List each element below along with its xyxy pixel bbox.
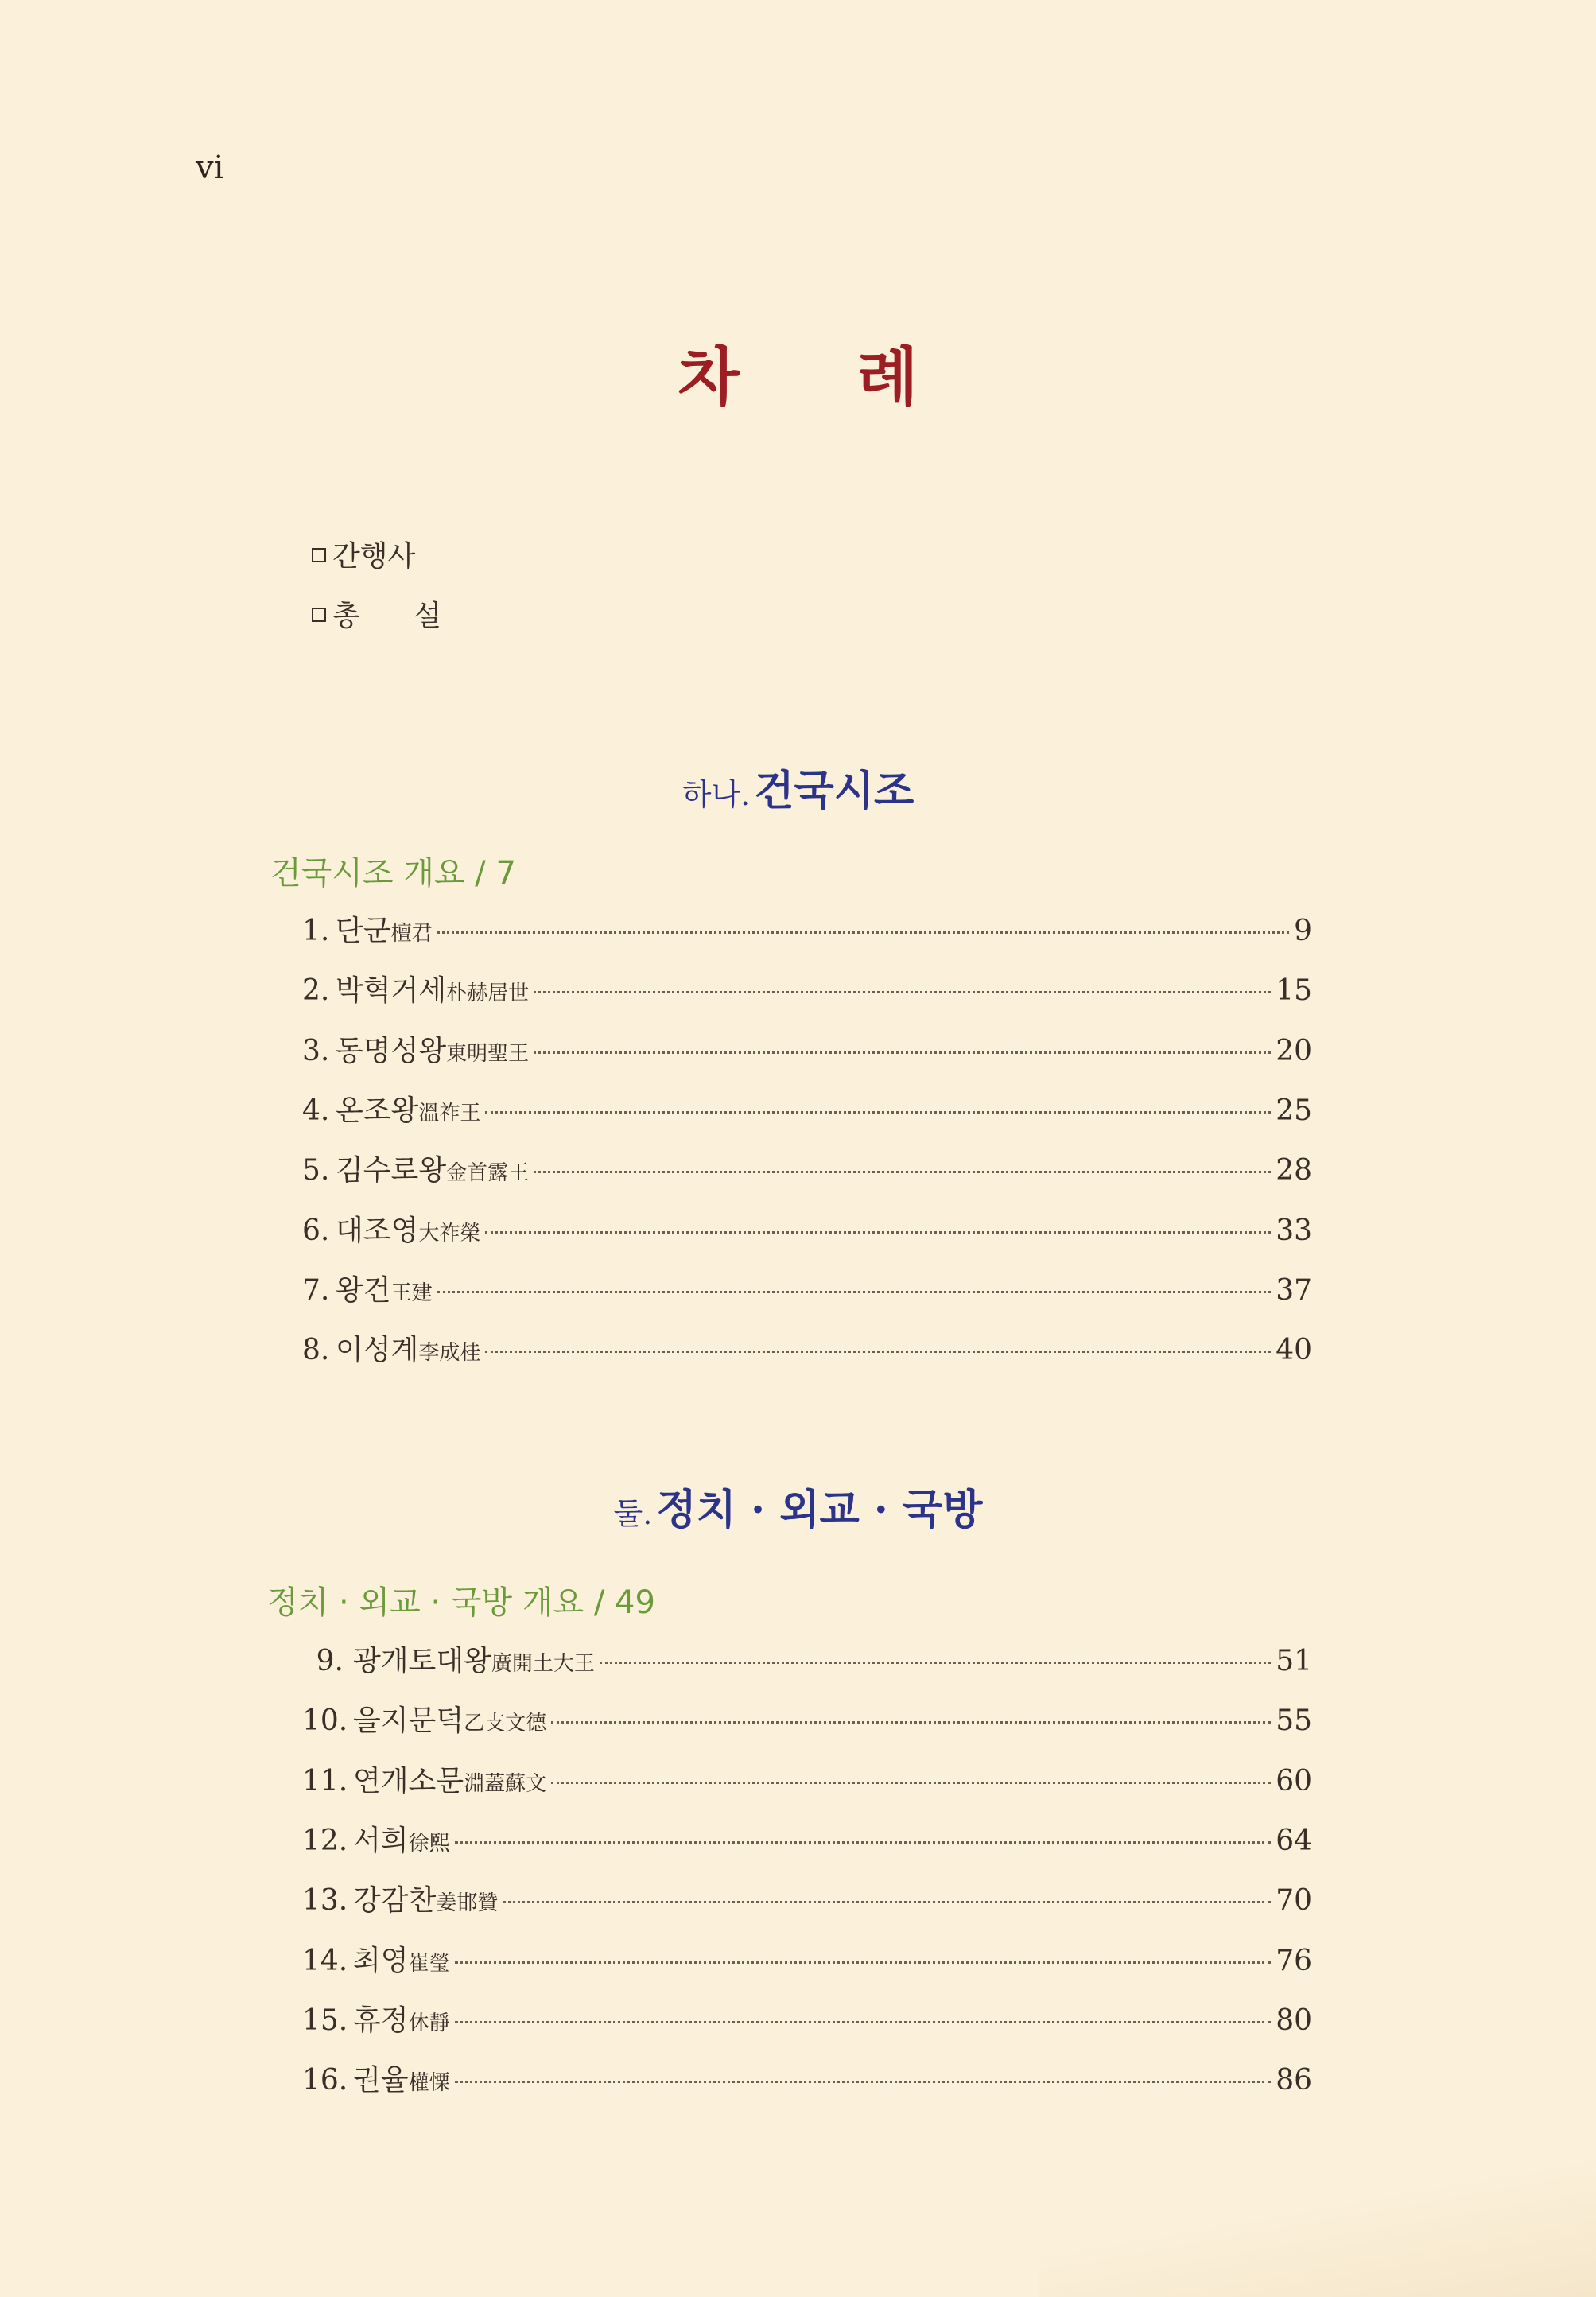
dot-leader	[503, 1901, 1271, 1903]
toc-entry[interactable]	[302, 908, 1312, 948]
part-name: 정치 · 외교 · 국방	[656, 1486, 983, 1534]
toc-entry[interactable]	[302, 1327, 1312, 1367]
dot-leader	[534, 1051, 1271, 1054]
entry-title-hanja: 乙支文德	[464, 1712, 547, 1736]
toc-entry[interactable]	[302, 2058, 1312, 2097]
entry-title-korean: 휴정	[353, 2004, 409, 2037]
toc-entry[interactable]	[302, 1878, 1312, 1918]
entry-title-korean: 김수로왕	[336, 1154, 447, 1187]
toc-entry[interactable]	[302, 1698, 1312, 1738]
toc-entry[interactable]	[302, 1638, 1312, 1678]
entry-page-number: 20	[1276, 1034, 1312, 1067]
entry-title-hanja: 姜邯贊	[436, 1891, 499, 1916]
entry-title-korean: 최영	[353, 1944, 409, 1977]
entry-title-korean: 권율	[353, 2064, 409, 2097]
entry-title	[326, 1088, 480, 1129]
entry-number: 7.	[302, 1273, 330, 1307]
entry-number: 15.	[302, 2004, 348, 2037]
entry-title-hanja: 朴赫居世	[446, 981, 530, 1006]
square-bullet-icon	[312, 608, 326, 622]
entry-title-korean: 이성계	[336, 1334, 419, 1367]
entry-title	[326, 1148, 529, 1188]
entry-page-number: 80	[1276, 2004, 1312, 2037]
entry-number: 4.	[302, 1094, 330, 1127]
dot-leader	[485, 1351, 1271, 1353]
dot-leader	[455, 2081, 1272, 2083]
entry-page-number: 86	[1276, 2064, 1312, 2097]
entry-title-hanja: 金首露王	[446, 1161, 530, 1186]
entry-title-korean: 서희	[353, 1824, 409, 1857]
page-number: vi	[196, 150, 224, 186]
entry-number: 13.	[302, 1884, 348, 1918]
entry-page-number: 37	[1276, 1273, 1312, 1307]
dot-leader	[485, 1111, 1271, 1114]
square-bullet-icon	[312, 548, 326, 562]
entry-title-korean: 연개소문	[353, 1764, 464, 1798]
entry-page-number: 40	[1276, 1334, 1312, 1367]
entry-page-number: 25	[1276, 1094, 1312, 1127]
entry-title	[344, 1759, 546, 1799]
paper-stain	[1039, 2154, 1596, 2297]
entry-number: 9.	[316, 1645, 344, 1677]
entry-title	[344, 1818, 450, 1859]
part-heading	[0, 757, 1596, 817]
entry-title-hanja: 檀君	[390, 922, 433, 946]
entry-title-hanja: 李成桂	[418, 1341, 481, 1366]
entry-title-hanja: 溫祚王	[418, 1101, 481, 1125]
dot-leader	[455, 1841, 1272, 1844]
toc-entry[interactable]	[302, 1268, 1312, 1308]
entry-number: 11.	[302, 1764, 348, 1798]
front-matter-label: 간행사	[332, 540, 416, 573]
part-overview[interactable]: 건국시조 개요 / 7	[270, 855, 516, 892]
entry-page-number: 64	[1276, 1824, 1312, 1857]
toc-entry[interactable]	[302, 1088, 1312, 1128]
entry-title-korean: 강감찬	[353, 1884, 437, 1918]
front-matter-label: 총 설	[332, 600, 464, 632]
entry-title-korean: 동명성왕	[336, 1034, 447, 1067]
entry-title	[326, 1208, 480, 1249]
entry-number: 5.	[302, 1154, 330, 1187]
dot-leader	[534, 991, 1271, 993]
entry-title-korean: 광개토대왕	[353, 1645, 491, 1677]
entry-page-number: 9	[1294, 915, 1312, 947]
toc-entry[interactable]	[302, 1148, 1312, 1187]
entry-title	[326, 1268, 433, 1308]
entry-title-hanja: 權慄	[408, 2071, 450, 2096]
entry-title	[344, 1698, 546, 1739]
dot-leader	[551, 1721, 1271, 1724]
entry-page-number: 55	[1276, 1704, 1312, 1738]
dot-leader	[455, 2021, 1272, 2023]
entry-title-korean: 을지문덕	[353, 1704, 464, 1738]
entry-title-hanja: 崔瑩	[408, 1951, 450, 1976]
dot-leader	[437, 931, 1290, 934]
part-number: 둘.	[613, 1496, 653, 1531]
part-heading	[0, 1476, 1596, 1536]
entry-number: 10.	[302, 1704, 348, 1738]
entry-title-hanja: 大祚榮	[418, 1221, 481, 1246]
entry-title-korean: 온조왕	[336, 1094, 419, 1127]
entry-title-hanja: 王建	[390, 1281, 433, 1305]
entry-number: 8.	[302, 1334, 330, 1367]
toc-entry[interactable]	[302, 1818, 1312, 1858]
toc-entry[interactable]	[302, 1938, 1312, 1978]
entry-number: 2.	[302, 974, 330, 1008]
entry-title-korean: 박혁거세	[336, 974, 447, 1008]
part-overview[interactable]: 정치 · 외교 · 국방 개요 / 49	[267, 1584, 655, 1621]
entry-title-korean: 대조영	[336, 1214, 419, 1247]
entry-title	[344, 1938, 450, 1979]
entry-title	[326, 1327, 480, 1368]
entry-number: 1.	[302, 915, 330, 947]
entry-title-korean: 왕건	[336, 1273, 391, 1307]
entry-title	[344, 1998, 450, 2039]
part-name: 건국시조	[754, 767, 914, 815]
entry-number: 12.	[302, 1824, 348, 1857]
front-matter-item[interactable]	[312, 593, 464, 652]
toc-entry[interactable]	[302, 1028, 1312, 1068]
front-matter-list	[312, 533, 464, 652]
entry-title-hanja: 休靜	[408, 2011, 450, 2035]
entry-title	[344, 1638, 595, 1679]
dot-leader	[485, 1231, 1271, 1234]
entry-title-hanja: 東明聖王	[446, 1041, 530, 1066]
entry-number: 3.	[302, 1034, 330, 1067]
dot-leader	[600, 1662, 1271, 1664]
toc-entry[interactable]	[302, 1759, 1312, 1798]
entry-page-number: 60	[1276, 1764, 1312, 1798]
dot-leader	[437, 1291, 1272, 1293]
entry-title	[344, 1878, 498, 1918]
entry-page-number: 76	[1276, 1944, 1312, 1977]
entry-page-number: 15	[1276, 974, 1312, 1008]
entry-title-hanja: 淵蓋蘇文	[464, 1771, 547, 1796]
entry-title	[326, 1028, 529, 1069]
part-number: 하나.	[682, 777, 751, 812]
entry-number: 16.	[302, 2064, 348, 2097]
entry-title-hanja: 徐熙	[408, 1831, 450, 1856]
entry-title	[344, 2058, 450, 2098]
entry-page-number: 70	[1276, 1884, 1312, 1918]
entry-page-number: 28	[1276, 1154, 1312, 1187]
dot-leader	[534, 1171, 1271, 1173]
dot-leader	[455, 1961, 1272, 1964]
front-matter-item[interactable]	[312, 533, 464, 593]
entry-number: 6.	[302, 1214, 330, 1247]
entry-title-korean: 단군	[336, 915, 391, 947]
page-title: 차 례	[678, 340, 966, 414]
dot-leader	[551, 1782, 1271, 1784]
entry-number: 14.	[302, 1944, 348, 1977]
entry-page-number: 51	[1276, 1645, 1312, 1677]
toc-entry[interactable]	[302, 968, 1312, 1008]
toc-entry[interactable]	[302, 1208, 1312, 1248]
entry-title	[326, 908, 433, 949]
toc-entry[interactable]	[302, 1998, 1312, 2038]
entry-page-number: 33	[1276, 1214, 1312, 1247]
entry-title	[326, 968, 529, 1009]
entry-title-hanja: 廣開土大王	[491, 1652, 595, 1676]
